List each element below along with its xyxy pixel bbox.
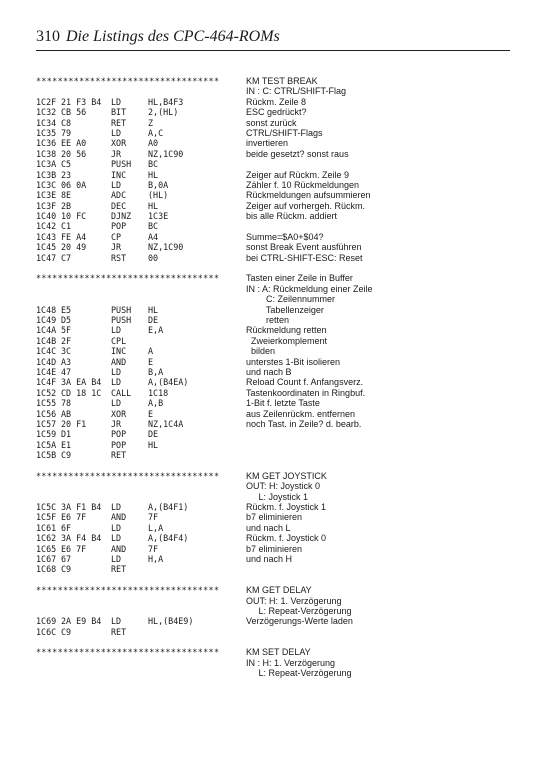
opcode-bytes: C9: [61, 626, 72, 637]
code-line: [36, 170, 516, 180]
code-line: [36, 128, 516, 138]
comment-text: Tastenkoordinaten in Ringbuf.: [246, 387, 366, 398]
opcode-bytes: 06 0A: [61, 179, 87, 190]
address: 1C43: [36, 231, 57, 242]
section-separator: [36, 585, 516, 595]
address: 1C34: [36, 117, 57, 128]
code-line: [36, 440, 516, 450]
comment-text: Rückm. f. Joystick 1: [246, 502, 327, 513]
comment-text: IN : H: 1. Verzögerung: [246, 657, 336, 668]
opcode-bytes: 67: [61, 553, 72, 564]
comment-text: L: Repeat-Verzögerung: [246, 605, 352, 616]
opcode-bytes: 2A E9 B4: [61, 616, 102, 627]
page-number: 310: [36, 28, 60, 45]
section-heading: KM TEST BREAK: [246, 76, 318, 86]
mnemonic: LD: [111, 179, 122, 190]
separator-stars: **********************************: [36, 273, 220, 284]
operand: A,(B4F1): [148, 502, 189, 513]
opcode-bytes: 5F: [61, 325, 72, 336]
code-line: [36, 398, 516, 408]
comment-text: 1-Bit f. letzte Taste: [246, 398, 320, 409]
comment-text: Rückmeldung retten: [246, 325, 327, 336]
mnemonic: ADC: [111, 190, 127, 201]
address: 1C38: [36, 148, 57, 159]
opcode-bytes: 23: [61, 169, 72, 180]
mnemonic: DEC: [111, 200, 127, 211]
address: 1C67: [36, 553, 57, 564]
operand: A,(B4EA): [148, 377, 189, 388]
address: 1C3C: [36, 179, 57, 190]
separator-stars: **********************************: [36, 585, 220, 596]
mnemonic: CPL: [111, 335, 127, 346]
operand: A: [148, 346, 154, 357]
mnemonic: LD: [111, 96, 122, 107]
address: 1C47: [36, 252, 57, 263]
address: 1C4B: [36, 335, 57, 346]
address: 1C48: [36, 304, 57, 315]
mnemonic: PUSH: [111, 314, 132, 325]
code-line: [36, 211, 516, 221]
address: 1C57: [36, 418, 57, 429]
address: 1C3E: [36, 190, 57, 201]
address: 1C68: [36, 564, 57, 575]
comment-text: Zähler f. 10 Rückmeldungen: [246, 179, 360, 190]
operand: 7F: [148, 543, 159, 554]
code-line: [36, 336, 516, 346]
operand: B,0A: [148, 179, 169, 190]
comment-text: OUT: H: 1. Verzögerung: [246, 595, 342, 606]
blank-line: [36, 637, 516, 647]
section-heading: KM GET JOYSTICK: [246, 470, 327, 481]
address: 1C4C: [36, 346, 57, 357]
code-line: [36, 201, 516, 211]
mnemonic: XOR: [111, 138, 127, 149]
opcode-bytes: D5: [61, 314, 72, 325]
address: 1C65: [36, 543, 57, 554]
comment-text: und nach B: [246, 366, 292, 377]
opcode-bytes: CD 18 1C: [61, 387, 102, 398]
mnemonic: RST: [111, 252, 127, 263]
blank-line: [36, 575, 516, 585]
comment-text: noch Tast. in Zeile? d. bearb.: [246, 418, 362, 429]
comment-text: L: Joystick 1: [246, 491, 309, 502]
address: 1C4F: [36, 377, 57, 388]
opcode-bytes: 3C: [61, 346, 72, 357]
address: 1C45: [36, 242, 57, 253]
opcode-bytes: FE A4: [61, 231, 87, 242]
comment-text: Reload Count f. Anfangsverz.: [246, 377, 364, 388]
operand: B,A: [148, 366, 164, 377]
assembly-listing: [36, 76, 516, 679]
mnemonic: RET: [111, 450, 127, 461]
comment-line: [36, 284, 516, 294]
mnemonic: AND: [111, 356, 127, 367]
mnemonic: LD: [111, 377, 122, 388]
code-line: [36, 367, 516, 377]
comment-text: beide gesetzt? sonst raus: [246, 148, 349, 159]
opcode-bytes: C5: [61, 159, 72, 170]
code-line: [36, 502, 516, 512]
operand: NZ,1C4A: [148, 418, 184, 429]
opcode-bytes: E5: [61, 304, 72, 315]
opcode-bytes: 20 F1: [61, 418, 87, 429]
operand: 1C18: [148, 387, 169, 398]
code-line: [36, 523, 516, 533]
section-separator: [36, 647, 516, 657]
code-line: [36, 180, 516, 190]
operand: HL: [148, 169, 159, 180]
mnemonic: POP: [111, 429, 127, 440]
mnemonic: INC: [111, 346, 127, 357]
comment-text: aus Zeilenrückm. entfernen: [246, 408, 356, 419]
opcode-bytes: C9: [61, 450, 72, 461]
opcode-bytes: 3A EA B4: [61, 377, 102, 388]
opcode-bytes: C7: [61, 252, 72, 263]
comment-line: [36, 294, 516, 304]
opcode-bytes: E1: [61, 439, 72, 450]
opcode-bytes: E6 7F: [61, 543, 87, 554]
code-line: [36, 242, 516, 252]
section-heading: Tasten einer Zeile in Buffer: [246, 273, 353, 284]
comment-text: OUT: H: Joystick 0: [246, 481, 321, 492]
address: 1C35: [36, 127, 57, 138]
mnemonic: LD: [111, 398, 122, 409]
separator-stars: **********************************: [36, 647, 220, 658]
comment-line: [36, 492, 516, 502]
opcode-bytes: 3A F1 B4: [61, 502, 102, 513]
operand: 1C3E: [148, 211, 169, 222]
operand: HL: [148, 439, 159, 450]
comment-text: invertieren: [246, 138, 289, 149]
comment-text: Zweierkomplement: [246, 335, 328, 346]
comment-text: sonst zurück: [246, 117, 297, 128]
operand: A4: [148, 231, 159, 242]
address: 1C62: [36, 533, 57, 544]
mnemonic: LD: [111, 616, 122, 627]
code-line: [36, 409, 516, 419]
mnemonic: PUSH: [111, 304, 132, 315]
mnemonic: INC: [111, 169, 127, 180]
mnemonic: DJNZ: [111, 211, 132, 222]
code-line: [36, 97, 516, 107]
code-line: [36, 627, 516, 637]
code-line: [36, 512, 516, 522]
opcode-bytes: 10 FC: [61, 211, 87, 222]
comment-text: ESC gedrückt?: [246, 107, 307, 118]
code-line: [36, 325, 516, 335]
address: 1C4D: [36, 356, 57, 367]
address: 1C2F: [36, 96, 57, 107]
code-line: [36, 315, 516, 325]
code-line: [36, 533, 516, 543]
comment-line: [36, 668, 516, 678]
address: 1C3B: [36, 169, 57, 180]
separator-stars: **********************************: [36, 470, 220, 481]
opcode-bytes: 21 F3 B4: [61, 96, 102, 107]
opcode-bytes: E6 7F: [61, 512, 87, 523]
code-line: [36, 107, 516, 117]
opcode-bytes: 2F: [61, 335, 72, 346]
operand: L,A: [148, 522, 164, 533]
comment-text: CTRL/SHIFT-Flags: [246, 127, 323, 138]
code-line: [36, 190, 516, 200]
operand: 2,(HL): [148, 107, 179, 118]
section-heading: KM GET DELAY: [246, 585, 312, 596]
code-line: [36, 221, 516, 231]
opcode-bytes: 2B: [61, 200, 72, 211]
operand: BC: [148, 221, 159, 232]
section-heading: KM SET DELAY: [246, 647, 311, 658]
opcode-bytes: 8E: [61, 190, 72, 201]
blank-line: [36, 263, 516, 273]
mnemonic: LD: [111, 325, 122, 336]
comment-line: [36, 658, 516, 668]
comment-line: [36, 596, 516, 606]
comment-text: L: Repeat-Verzögerung: [246, 668, 352, 679]
mnemonic: LD: [111, 533, 122, 544]
operand: A0: [148, 138, 159, 149]
opcode-bytes: D1: [61, 429, 72, 440]
operand: H,A: [148, 553, 164, 564]
section-separator: [36, 273, 516, 283]
comment-text: und nach L: [246, 522, 291, 533]
mnemonic: CP: [111, 231, 122, 242]
code-line: [36, 346, 516, 356]
blank-line: [36, 460, 516, 470]
mnemonic: PUSH: [111, 159, 132, 170]
operand: HL: [148, 304, 159, 315]
opcode-bytes: C1: [61, 221, 72, 232]
comment-text: IN : C: CTRL/SHIFT-Flag: [246, 86, 347, 97]
operand: DE: [148, 429, 159, 440]
mnemonic: LD: [111, 502, 122, 513]
address: 1C59: [36, 429, 57, 440]
code-line: [36, 554, 516, 564]
mnemonic: AND: [111, 543, 127, 554]
opcode-bytes: 3A F4 B4: [61, 533, 102, 544]
opcode-bytes: 20 49: [61, 242, 87, 253]
opcode-bytes: C8: [61, 117, 72, 128]
mnemonic: POP: [111, 221, 127, 232]
operand: Z: [148, 117, 154, 128]
opcode-bytes: C9: [61, 564, 72, 575]
section-separator: [36, 471, 516, 481]
header-rule: [36, 50, 510, 51]
page-title: Die Listings des CPC-464-ROMs: [66, 28, 280, 45]
address: 1C5A: [36, 439, 57, 450]
mnemonic: POP: [111, 439, 127, 450]
address: 1C49: [36, 314, 57, 325]
operand: A,B: [148, 398, 164, 409]
operand: DE: [148, 314, 159, 325]
mnemonic: RET: [111, 117, 127, 128]
address: 1C42: [36, 221, 57, 232]
mnemonic: LD: [111, 522, 122, 533]
address: 1C5F: [36, 512, 57, 523]
operand: NZ,1C90: [148, 242, 184, 253]
comment-text: Verzögerungs-Werte laden: [246, 616, 353, 627]
opcode-bytes: 47: [61, 366, 72, 377]
mnemonic: XOR: [111, 408, 127, 419]
mnemonic: RET: [111, 564, 127, 575]
comment-text: Rückm. f. Joystick 0: [246, 533, 327, 544]
comment-text: unterstes 1-Bit isolieren: [246, 356, 341, 367]
mnemonic: CALL: [111, 387, 132, 398]
operand: A,C: [148, 127, 164, 138]
comment-text: IN : A: Rückmeldung einer Zeile: [246, 283, 373, 294]
mnemonic: LD: [111, 553, 122, 564]
mnemonic: JR: [111, 148, 122, 159]
comment-text: C: Zeilennummer: [246, 294, 336, 305]
comment-text: sonst Break Event ausführen: [246, 242, 362, 253]
code-line: [36, 377, 516, 387]
address: 1C40: [36, 211, 57, 222]
code-line: [36, 253, 516, 263]
comment-line: [36, 86, 516, 96]
operand: NZ,1C90: [148, 148, 184, 159]
operand: 00: [148, 252, 159, 263]
code-line: [36, 544, 516, 554]
comment-text: b7 eliminieren: [246, 543, 303, 554]
code-line: [36, 419, 516, 429]
code-line: [36, 388, 516, 398]
address: 1C3A: [36, 159, 57, 170]
comment-text: retten: [246, 314, 290, 325]
comment-text: Tabellenzeiger: [246, 304, 324, 315]
comment-text: Zeiger auf Rückm. Zeile 9: [246, 169, 350, 180]
address: 1C32: [36, 107, 57, 118]
mnemonic: JR: [111, 418, 122, 429]
opcode-bytes: EE A0: [61, 138, 87, 149]
operand: E: [148, 408, 154, 419]
opcode-bytes: 79: [61, 127, 72, 138]
code-line: [36, 232, 516, 242]
comment-text: Rückm. Zeile 8: [246, 96, 307, 107]
address: 1C4E: [36, 366, 57, 377]
mnemonic: LD: [111, 127, 122, 138]
section-separator: [36, 76, 516, 86]
comment-text: Summe=$A0+$04?: [246, 231, 324, 242]
mnemonic: JR: [111, 242, 122, 253]
opcode-bytes: A3: [61, 356, 72, 367]
code-line: [36, 450, 516, 460]
code-line: [36, 159, 516, 169]
address: 1C6C: [36, 626, 57, 637]
comment-text: Rückmeldungen aufsummieren: [246, 190, 371, 201]
code-line: [36, 429, 516, 439]
code-line: [36, 616, 516, 626]
address: 1C61: [36, 522, 57, 533]
address: 1C55: [36, 398, 57, 409]
operand: 7F: [148, 512, 159, 523]
operand: HL,B4F3: [148, 96, 184, 107]
address: 1C69: [36, 616, 57, 627]
operand: HL,(B4E9): [148, 616, 194, 627]
operand: (HL): [148, 190, 169, 201]
operand: E: [148, 356, 154, 367]
separator-stars: **********************************: [36, 76, 220, 86]
address: 1C3F: [36, 200, 57, 211]
address: 1C56: [36, 408, 57, 419]
opcode-bytes: 78: [61, 398, 72, 409]
comment-text: bis alle Rückm. addiert: [246, 211, 338, 222]
page-header: [36, 22, 506, 52]
comment-text: und nach H: [246, 553, 293, 564]
mnemonic: AND: [111, 512, 127, 523]
mnemonic: LD: [111, 366, 122, 377]
address: 1C5B: [36, 450, 57, 461]
mnemonic: RET: [111, 626, 127, 637]
comment-text: b7 eliminieren: [246, 512, 303, 523]
operand: E,A: [148, 325, 164, 336]
address: 1C4A: [36, 325, 57, 336]
opcode-bytes: CB 56: [61, 107, 87, 118]
operand: HL: [148, 200, 159, 211]
code-line: [36, 138, 516, 148]
address: 1C52: [36, 387, 57, 398]
opcode-bytes: AB: [61, 408, 72, 419]
operand: BC: [148, 159, 159, 170]
opcode-bytes: 6F: [61, 522, 72, 533]
comment-line: [36, 481, 516, 491]
code-line: [36, 564, 516, 574]
code-line: [36, 118, 516, 128]
comment-line: [36, 606, 516, 616]
address: 1C36: [36, 138, 57, 149]
opcode-bytes: 20 56: [61, 148, 87, 159]
comment-text: bilden: [246, 346, 276, 357]
code-line: [36, 357, 516, 367]
address: 1C5C: [36, 502, 57, 513]
comment-text: Zeiger auf vorhergeh. Rückm.: [246, 200, 366, 211]
code-line: [36, 305, 516, 315]
code-line: [36, 149, 516, 159]
mnemonic: BIT: [111, 107, 127, 118]
comment-text: bei CTRL-SHIFT-ESC: Reset: [246, 252, 363, 263]
operand: A,(B4F4): [148, 533, 189, 544]
